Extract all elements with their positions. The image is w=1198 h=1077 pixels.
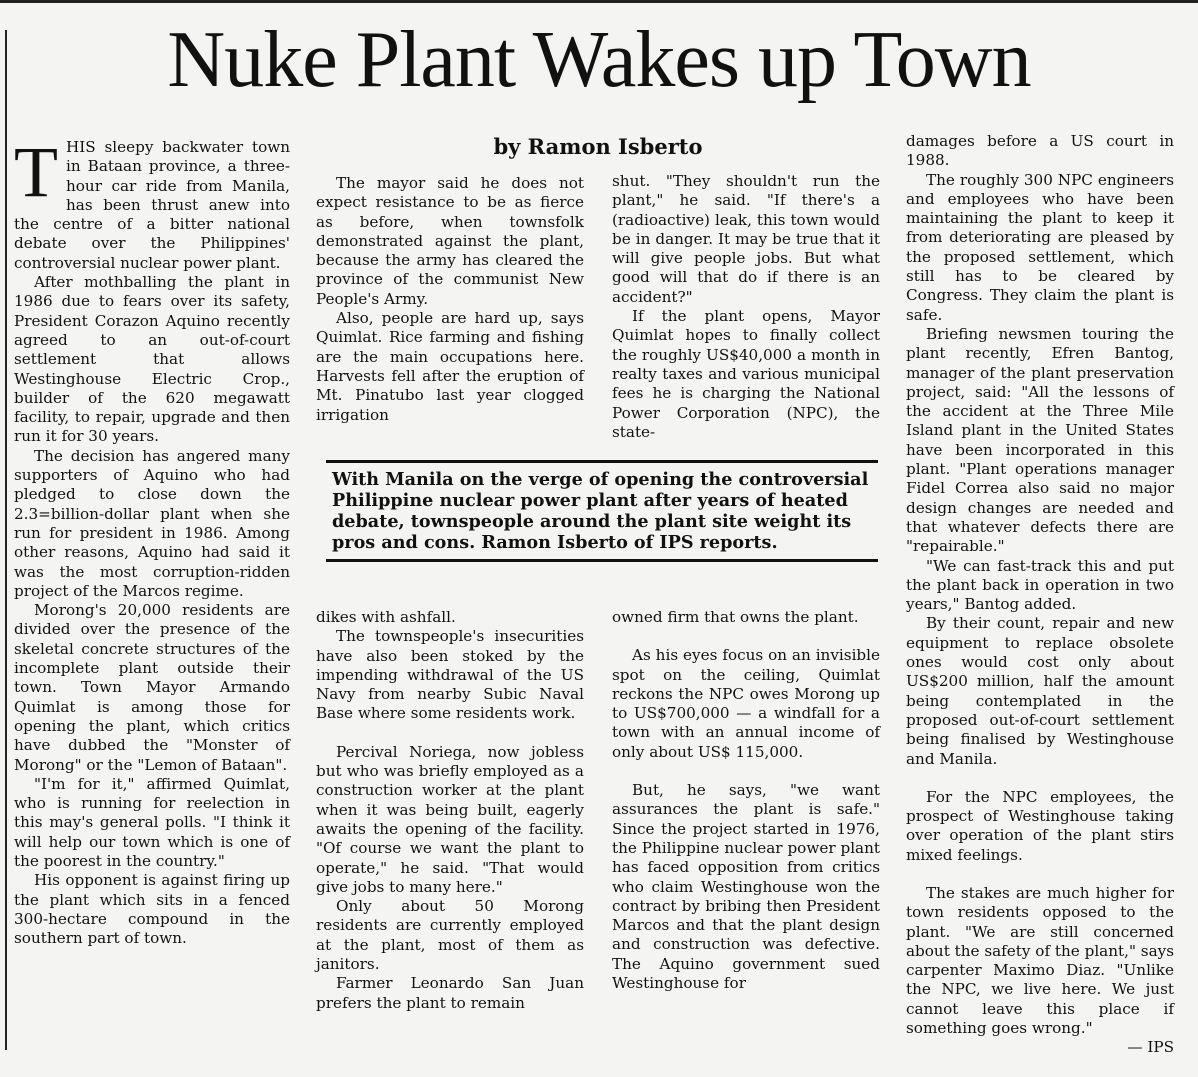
paragraph-text: HIS sleepy backwater town in Bataan province, a three-hour car ride from Manila, has been thrust anew into the centre of a bitter national debate over the Philippines' controversial nuclear power plant. <box>14 138 290 272</box>
article-paragraph: "We can fast-track this and put the plant back in operation in two years," Bantog added. <box>906 556 1174 614</box>
article-paragraph: After mothballing the plant in 1986 due to fears over its safety, President Corazon Aquino recently agreed to an out-of-court settlement that allows Westinghouse Electric Crop., builder of the 620 megawatt facility, to repair, upgrade and then run it for 30 years. <box>14 273 290 446</box>
agency-credit: — IPS <box>1127 1038 1174 1057</box>
article-paragraph: "I'm for it," affirmed Quimlat, who is running for reelection in this may's general polls. "I think it will help our town which is one of the poorest in the country." <box>14 774 290 870</box>
article-paragraph: owned firm that owns the plant. <box>612 608 859 626</box>
article-column-1 <box>14 132 290 1043</box>
article-paragraph: Briefing newsmen touring the plant recently, Efren Bantog, manager of the plant preservation project, said: "All the lessons of the accident at the Three Mile Island plant in the United States have been incorporated in this plant. "Plant operations manager Fidel Correa also said no major design changes are needed and that whatever defects there are "repairable." <box>906 324 1174 556</box>
article-paragraph: The roughly 300 NPC engineers and employees who have been maintaining the plant to keep it from deteriorating are pleased by the proposed settlement, which still has to be cleared by Congress. They claim the plant is safe. <box>906 170 1174 324</box>
article-paragraph: Percival Noriega, now jobless but who was briefly employed as a construction worker at the plant when it was being built, eagerly awaits the opening of the facility. "Of course we want the plant to operate," he said. "That would give jobs to many here." <box>316 742 584 896</box>
summary-box: With Manila on the verge of opening the controversial Philippine nuclear power plant after years of heated debate, townspeople around the plant site weight its pros and cons. Ramon Isberto of IPS reports. <box>326 460 878 562</box>
article-paragraph: His opponent is against firing up the plant which sits in a fenced 300-hectare compound in the southern part of town. <box>14 871 290 948</box>
article-paragraph: The townspeople's insecurities have also been stoked by the impending withdrawal of the US Navy from nearby Subic Naval Base where some residents work. <box>316 627 584 723</box>
article-paragraph: Also, people are hard up, says Quimlat. Rice farming and fishing are the main occupations here. Harvests fell after the eruption of Mt. Pinatubo last year clogged irrigation <box>316 309 584 424</box>
article-paragraph: The stakes are much higher for town residents opposed to the plant. "We are still concerned about the safety of the plant," says carpenter Maximo Diaz. "Unlike the NPC, we live here. We just cannot leave this place if something goes wrong." <box>906 883 1174 1038</box>
article-paragraph: Farmer Leonardo San Juan prefers the plant to remain <box>316 974 584 1012</box>
left-column-rule <box>5 30 7 1050</box>
article-paragraph: But, he says, "we want assurances the plant is safe." Since the project started in 1976, the Philippine nuclear power plant has faced opposition from critics who claim Westinghouse won the contract by bribing then President Marcos and that the plant design and construction was defective. The Aquino government sued Westinghouse for <box>612 781 880 993</box>
drop-cap: T <box>14 132 58 212</box>
article-paragraph: The mayor said he does not expect resistance to be as fierce as before, when townsfolk demonstrated against the plant, because the army has cleared the province of the communist New People's Army. <box>316 174 584 308</box>
article-column-3-top <box>612 172 880 442</box>
article-paragraph: dikes with ashfall. <box>316 608 456 626</box>
article-paragraph: By their count, repair and new equipment to replace obsolete ones would cost only about US$200 million, half the amount being contemplated in the proposed out-of-court settlement being finalised by Westinghouse and Manila. <box>906 614 1174 768</box>
article-paragraph: shut. "They shouldn't run the plant," he said. "If there's a (radioactive) leak, this town would be in danger. It may be true that it will give people jobs. But what good will that do if there is an accident?" <box>612 172 880 306</box>
headline: Nuke Plant Wakes up Town <box>167 16 1031 104</box>
article-paragraph: Only about 50 Morong residents are currently employed at the plant, most of them as janitors. <box>316 897 584 974</box>
article-paragraph: The decision has angered many supporters of Aquino who had pledged to close down the 2.3=billion-dollar plant when she run for president in 1986. Among other reasons, Aquino had said it was the most corruption-ridden project of the Marcos regime. <box>14 446 290 600</box>
article-paragraph: Morong's 20,000 residents are divided over the presence of the skeletal concrete structures of the incomplete plant outside their town. Town Mayor Armando Quimlat is among those for opening the plant, which critics have dubbed the "Monster of Morong" or the "Lemon of Bataan". <box>14 601 290 774</box>
article-paragraph: As his eyes focus on an invisible spot on the ceiling, Quimlat reckons the NPC owes Morong up to US$700,000 — a windfall for a town with an annual income of only about US$ 115,000. <box>612 646 880 761</box>
top-rule <box>0 0 1198 3</box>
article-column-4 <box>906 132 1174 1057</box>
article-column-2-bottom <box>316 608 584 1043</box>
byline: by Ramon Isberto <box>493 134 703 159</box>
article-column-3-bottom <box>612 608 880 1043</box>
article-column-2-top <box>316 174 584 442</box>
article-paragraph: damages before a US court in 1988. <box>906 132 1174 170</box>
article-paragraph <box>14 132 290 273</box>
article-paragraph: If the plant opens, Mayor Quimlat hopes to finally collect the roughly US$40,000 a month in realty taxes and various municipal fees he is charging the National Power Corporation (NPC), the state- <box>612 307 880 441</box>
article-paragraph: For the NPC employees, the prospect of Westinghouse taking over operation of the plant stirs mixed feelings. <box>906 787 1174 864</box>
